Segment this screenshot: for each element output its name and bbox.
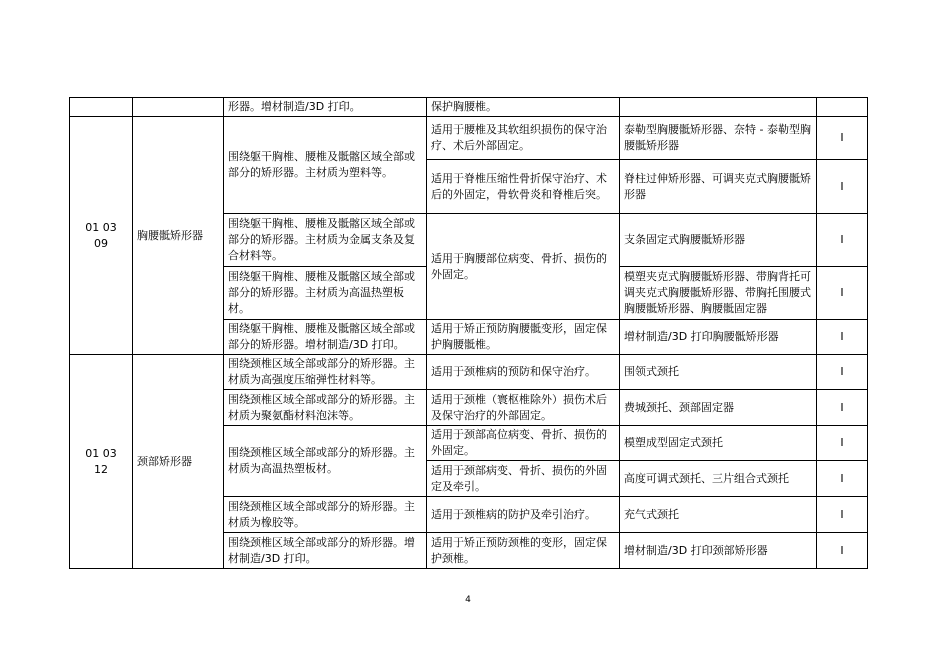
intended-use-cell: 适用于矫正预防颈椎的变形，固定保护颈椎。 [427,533,620,569]
examples-cell: 模塑夹克式胸腰骶矫形器、带胸背托可调夹克式胸腰骶矫形器、带胸托围腰式胸腰骶矫形器、胸腰骶固定器 [620,267,817,320]
description-cell: 围绕颈椎区域全部或部分的矫形器。主材质为橡胶等。 [224,497,427,533]
description-cell: 形器。增材制造/3D 打印。 [224,98,427,117]
table-row [70,117,868,160]
intended-use-cell: 适用于颈部病变、骨折、损伤的外固定及牵引。 [427,461,620,497]
examples-cell: 增材制造/3D 打印胸腰骶矫形器 [620,320,817,355]
device-classification-table [69,97,868,569]
examples-cell: 模塑成型固定式颈托 [620,426,817,461]
intended-use-cell: 适用于颈椎病的预防和保守治疗。 [427,355,620,390]
management-class: I [817,355,868,390]
management-class: I [817,117,868,160]
table-row [70,355,868,390]
table-row [70,98,868,117]
intended-use-cell: 适用于腰椎及其软组织损伤的保守治疗、术后外部固定。 [427,117,620,160]
intended-use-cell: 保护胸腰椎。 [427,98,620,117]
examples-cell: 泰勒型胸腰骶矫形器、奈特 - 泰勒型胸腰骶矫形器 [620,117,817,160]
management-class: I [817,214,868,267]
description-cell: 围绕躯干胸椎、腰椎及骶髂区域全部或部分的矫形器。主材质为塑料等。 [224,117,427,214]
description-cell: 围绕躯干胸椎、腰椎及骶髂区域全部或部分的矫形器。主材质为高温热塑板材。 [224,267,427,320]
examples-cell: 充气式颈托 [620,497,817,533]
examples-cell: 脊柱过伸矫形器、可调夹克式胸腰骶矫形器 [620,160,817,214]
examples-cell [620,98,817,117]
intended-use-cell: 适用于颈椎（寰枢椎除外）损伤术后及保守治疗的外部固定。 [427,390,620,426]
examples-cell: 增材制造/3D 打印颈部矫形器 [620,533,817,569]
code-cell [70,98,133,117]
intended-use-cell: 适用于颈椎病的防护及牵引治疗。 [427,497,620,533]
description-cell: 围绕躯干胸椎、腰椎及骶髂区域全部或部分的矫形器。主材质为金属支条及复合材料等。 [224,214,427,267]
management-class: I [817,320,868,355]
management-class: I [817,533,868,569]
description-cell: 围绕躯干胸椎、腰椎及骶髂区域全部或部分的矫形器。增材制造/3D 打印。 [224,320,427,355]
examples-cell: 高度可调式颈托、三片组合式颈托 [620,461,817,497]
management-class: I [817,461,868,497]
examples-cell: 费城颈托、颈部固定器 [620,390,817,426]
description-cell: 围绕颈椎区域全部或部分的矫形器。主材质为高温热塑板材。 [224,426,427,497]
management-class: I [817,267,868,320]
intended-use-cell: 适用于矫正预防胸腰骶变形，固定保护胸腰骶椎。 [427,320,620,355]
management-class: I [817,390,868,426]
class-cell [817,98,868,117]
management-class: I [817,497,868,533]
management-class: I [817,160,868,214]
description-cell: 围绕颈椎区域全部或部分的矫形器。增材制造/3D 打印。 [224,533,427,569]
description-cell: 围绕颈椎区域全部或部分的矫形器。主材质为聚氨酯材料泡沫等。 [224,390,427,426]
category-code: 01 03 09 [70,117,133,355]
intended-use-cell: 适用于脊椎压缩性骨折保守治疗、术后的外固定，骨软骨炎和脊椎后突。 [427,160,620,214]
examples-cell: 围领式颈托 [620,355,817,390]
examples-cell: 支条固定式胸腰骶矫形器 [620,214,817,267]
category-code: 01 03 12 [70,355,133,569]
intended-use-cell: 适用于颈部高位病变、骨折、损伤的外固定。 [427,426,620,461]
name-cell [133,98,224,117]
category-name: 颈部矫形器 [133,355,224,569]
management-class: I [817,426,868,461]
category-name: 胸腰骶矫形器 [133,117,224,355]
page-number: 4 [465,595,471,605]
description-cell: 围绕颈椎区域全部或部分的矫形器。主材质为高强度压缩弹性材料等。 [224,355,427,390]
intended-use-cell: 适用于胸腰部位病变、骨折、损伤的外固定。 [427,214,620,320]
